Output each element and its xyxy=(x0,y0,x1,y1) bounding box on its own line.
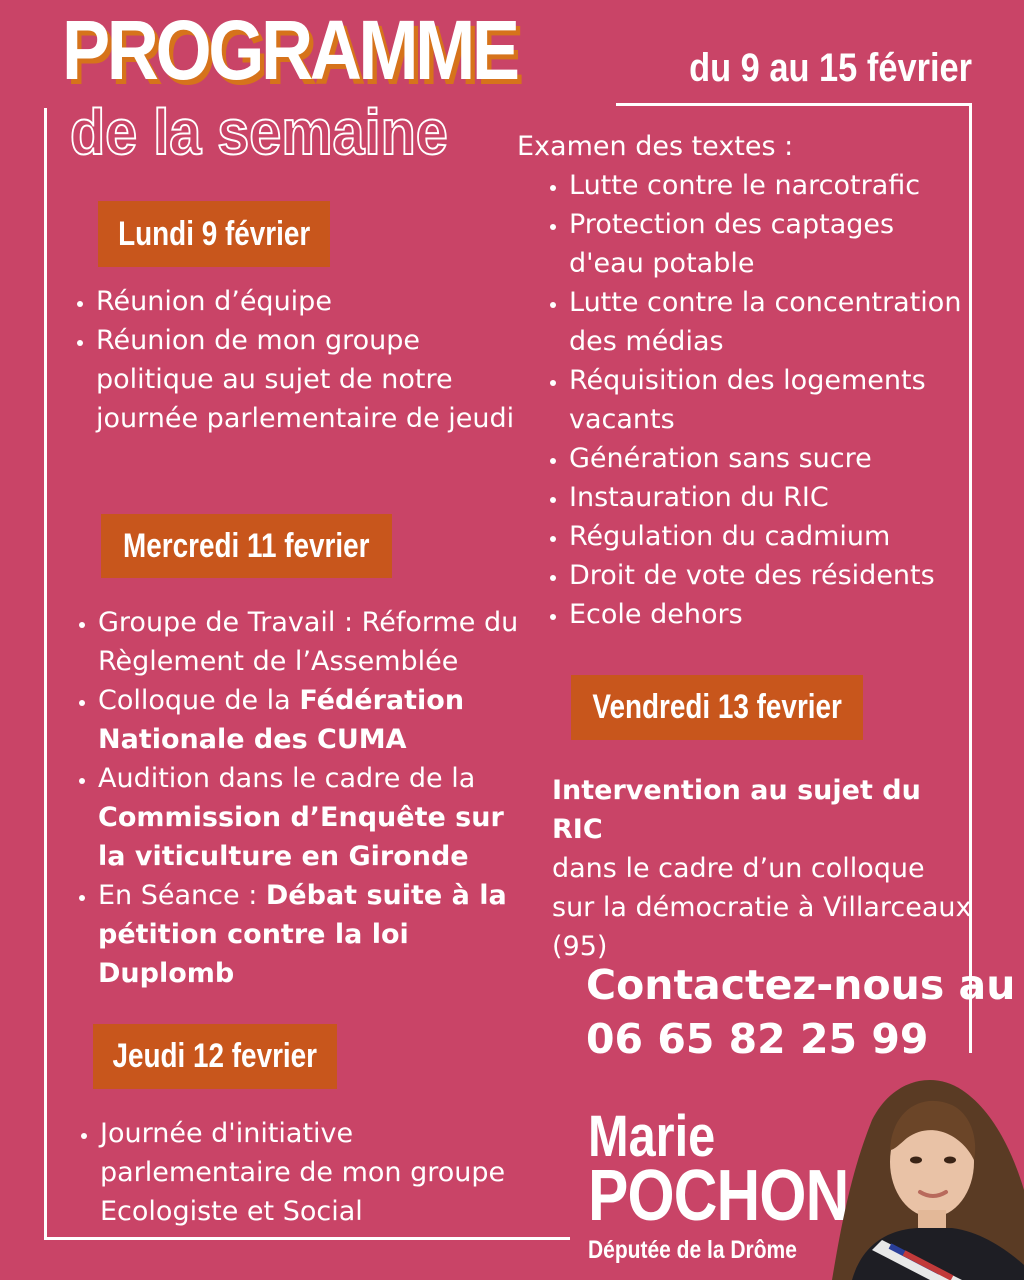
page-subtitle: de la semaine xyxy=(70,96,448,168)
day-badge-label: Mercredi 11 fevrier xyxy=(123,526,370,565)
signature-role: Députée de la Drôme xyxy=(588,1236,797,1264)
texts-heading: Examen des textes : xyxy=(517,131,794,162)
day-badge-wednesday xyxy=(101,514,392,578)
day-badge-monday xyxy=(98,201,330,267)
list-item: • Journée d'initiative parlementaire de mon groupe Ecologiste et Social xyxy=(100,1114,520,1231)
portrait-photo xyxy=(812,1050,1024,1280)
portrait-illustration xyxy=(812,1050,1024,1280)
list-item: • En Séance : Débat suite à la pétition contre la loi Duplomb xyxy=(98,876,528,993)
frame-left-line xyxy=(44,108,47,1240)
day-badge-label: Lundi 9 février xyxy=(117,214,311,253)
list-item: • Ecole dehors xyxy=(569,595,977,634)
contact-phone[interactable]: 06 65 82 25 99 xyxy=(586,1015,929,1063)
contact-label: Contactez-nous au xyxy=(586,961,1016,1009)
list-item: • Groupe de Travail : Réforme du Règlement de l’Assemblée xyxy=(98,603,528,681)
monday-list xyxy=(68,282,516,438)
list-item: • Lutte contre le narcotrafic xyxy=(569,166,977,205)
day-badge-friday xyxy=(571,675,863,740)
week-dates: du 9 au 15 février xyxy=(689,46,972,90)
list-item: • Colloque de la Fédération Nationale des CUMA xyxy=(98,681,528,759)
list-item: • Régulation du cadmium xyxy=(569,517,977,556)
list-item: • Audition dans le cadre de la Commission d’Enquête sur la viticulture en Gironde xyxy=(98,759,528,876)
day-badge-label: Vendredi 13 fevrier xyxy=(592,688,842,726)
thursday-list xyxy=(72,1114,520,1231)
wednesday-list xyxy=(70,603,528,993)
signature-last-name: POCHON xyxy=(588,1156,849,1236)
list-item: • Protection des captages d'eau potable xyxy=(569,205,977,283)
page-title: PROGRAMME xyxy=(62,3,517,97)
list-item: • Réquisition des logements vacants xyxy=(569,361,977,439)
day-badge-thursday xyxy=(93,1024,337,1089)
list-item: • Lutte contre la concentration des médias xyxy=(569,283,977,361)
frame-top-right-line xyxy=(616,103,972,106)
frame-bottom-line xyxy=(44,1237,570,1240)
list-item: • Génération sans sucre xyxy=(569,439,977,478)
day-badge-label: Jeudi 12 fevrier xyxy=(112,1037,318,1075)
list-item: • Réunion d’équipe xyxy=(96,282,516,321)
friday-text: Intervention au sujet du RIC dans le cadre d’un colloque sur la démocratie à Villarceaux (95) xyxy=(552,775,972,962)
signature-first-name: Marie xyxy=(588,1104,716,1169)
list-item: • Instauration du RIC xyxy=(569,478,977,517)
list-item: • Droit de vote des résidents xyxy=(569,556,977,595)
list-item: • Réunion de mon groupe politique au sujet de notre journée parlementaire de jeudi xyxy=(96,321,516,438)
texts-list xyxy=(541,166,977,634)
